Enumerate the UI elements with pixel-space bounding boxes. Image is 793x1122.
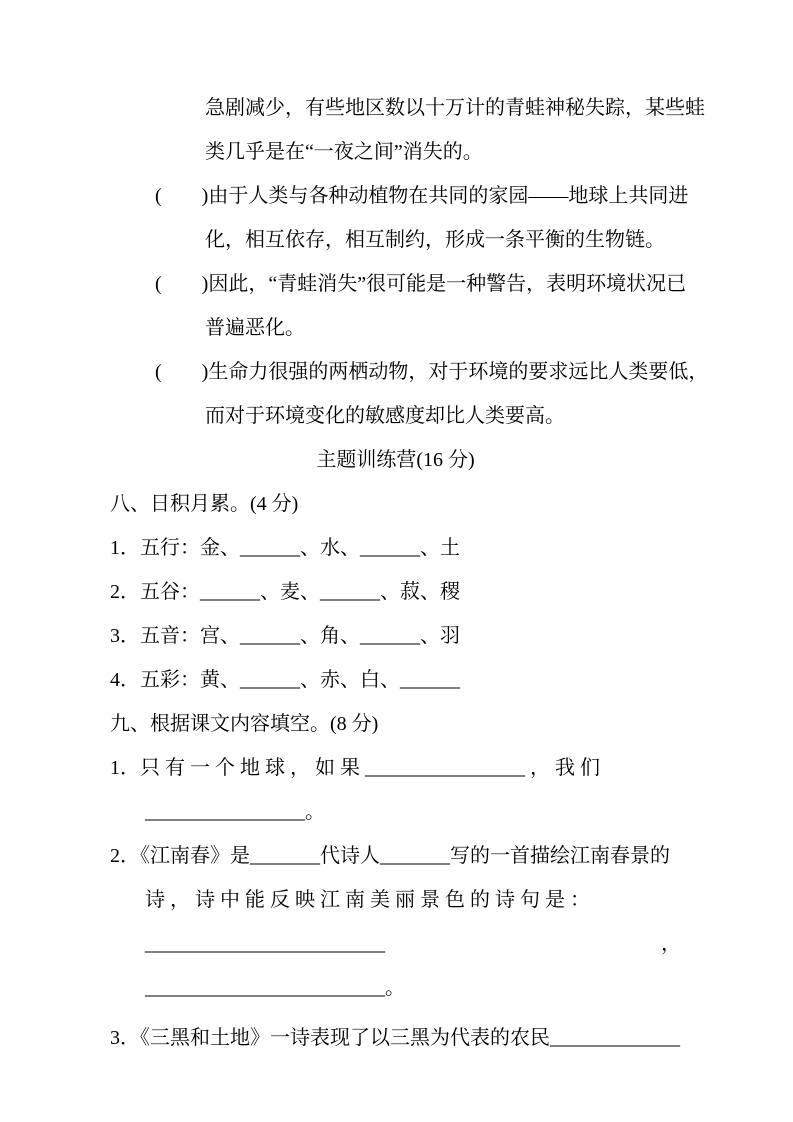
line-end-comma: ， — [661, 933, 681, 955]
passage-line: 急剧减少，有些地区数以十万计的青蛙神秘失踪，某些蛙 — [205, 97, 705, 119]
passage-line: 化，相互依存，相互制约，形成一条平衡的生物链。 — [205, 229, 665, 251]
passage-line: 而对于环境变化的敏感度却比人类要高。 — [205, 405, 565, 427]
sequence-item-line: ( )由于人类与各种动植物在共同的家园——地球上共同进 — [155, 185, 689, 207]
question-line: 诗 ， 诗 中 能 反 映 江 南 美 丽 景 色 的 诗 句 是 ： — [145, 889, 590, 911]
section-nine-header: 九、根据课文内容填空。(8 分) — [110, 713, 379, 735]
answer-blank-line: ________________________。 — [145, 977, 405, 999]
question-line: 3．《三黑和土地》一诗表现了以三黑为代表的农民_____________ — [110, 1027, 680, 1049]
answer-blank: ________________________ — [145, 933, 385, 955]
answer-blank-line: ________________。 — [145, 801, 325, 823]
question-line: 1．五行：金、______、水、______、土 — [110, 537, 460, 559]
question-line: 4．五彩：黄、______、赤、白、______ — [110, 669, 460, 691]
question-line: 1．只 有 一 个 地 球 ， 如 果 ________________ ， 我 们 — [110, 757, 600, 779]
sequence-item-line: ( )因此，“青蛙消失”很可能是一种警告，表明环境状况已 — [155, 273, 687, 295]
passage-line: 普遍恶化。 — [205, 317, 305, 339]
question-line: 2．五谷：______、麦、______、菽、稷 — [110, 581, 460, 603]
sequence-item-line: ( )生命力很强的两栖动物，对于环境的要求远比人类要低， — [155, 361, 709, 383]
answer-blank-line — [110, 922, 681, 966]
section-eight-header: 八、日积月累。(4 分) — [110, 493, 299, 515]
passage-line: 类几乎是在“一夜之间”消失的。 — [205, 141, 483, 163]
question-line: 2．《江南春》是_______代诗人_______写的一首描绘江南春景的 — [110, 845, 670, 867]
question-line: 3．五音：宫、______、角、______、羽 — [110, 625, 460, 647]
exam-part-title: 主题训练营(16 分) — [316, 449, 475, 471]
